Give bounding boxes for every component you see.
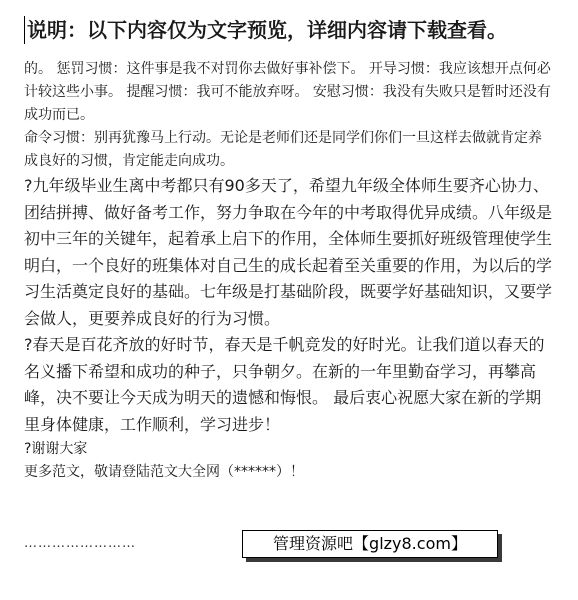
paragraph-command-habit: 命令习惯：别再犹豫马上行动。无论是老师们还是同学们你们一旦这样去做就肯定养成良好的习惯，肯定能走向成功。 bbox=[24, 130, 542, 169]
paragraph-more: 更多范文，敬请登陆范文大全网（******）！ bbox=[24, 464, 304, 480]
paragraph-thanks: ?谢谢大家 bbox=[24, 441, 88, 457]
dotted-leader: …………………… bbox=[24, 536, 136, 551]
document-body bbox=[24, 58, 554, 484]
paragraph-spring: ?春天是百花齐放的好时节，春天是千帆竞发的好时光。让我们道以春天的名义播下希望和成功的种子，只争朝夕。在新的一年里勤奋学习，再攀高峰，决不要让今天成为明天的遗憾和悔恨。 最后衷心祝愿大家在新的学期里身体健康，工作顺利，学习进步！ bbox=[24, 335, 545, 434]
paragraph-grades: ?九年级毕业生离中考都只有90多天了，希望九年级全体师生要齐心协力、团结拼搏、做好备考工作，努力争取在今年的中考取得优异成绩。八年级是初中三年的关键年，起着承上启下的作用，全体师生要抓好班级管理使学生明白，一个良好的班集体对自己生的成长起着至关重要的作用，为以后的学习生活奠定良好的基础。七年级是打基础阶段，既要学好基础知识，又要学会做人，更要养成良好的行为习惯。 bbox=[24, 176, 553, 328]
watermark-brand-box: 管理资源吧【glzy8.com】 bbox=[242, 530, 498, 558]
paragraph-habits: 的。 惩罚习惯：这件事是我不对罚你去做好事补偿下。 开导习惯：我应该想开点何必计较这些小事。 提醒习惯：我可不能放弃呀。 安慰习惯：我没有失败只是暂时还没有成功而已。 bbox=[24, 61, 551, 123]
preview-notice: 说明：以下内容仅为文字预览，详细内容请下载查看。 bbox=[24, 16, 567, 44]
